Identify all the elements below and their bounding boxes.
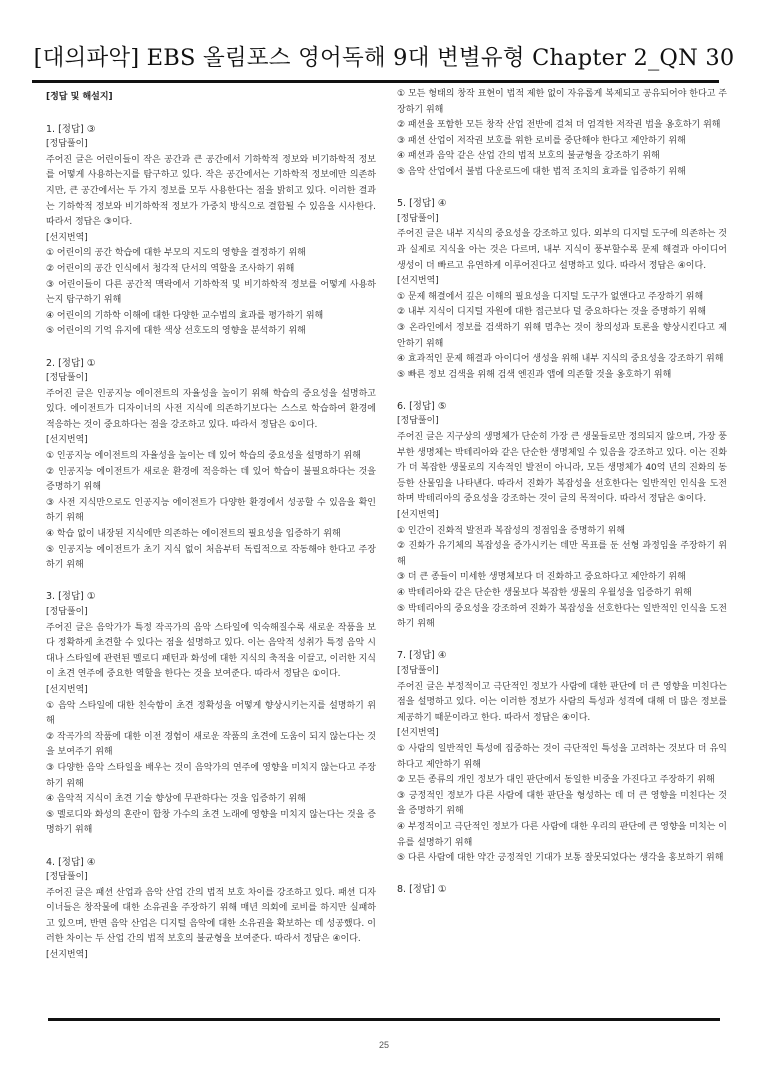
explanation-label: [정답풀이]	[397, 416, 439, 427]
option-3: ③ 더 큰 종들이 미세한 생명체보다 더 진화하고 중요하다고 제안하기 위해	[397, 572, 686, 583]
option-5: ⑤ 음악 산업에서 불법 다운로드에 대한 법적 조치의 효과를 입증하기 위해	[397, 166, 686, 177]
explanation-text: 주어진 글은 인공지능 에이전트의 자율성을 높이기 위해 학습의 중요성을 설명하고 있다. 에이전트가 디자이너의 사전 지식에 의존하기보다는 스스로 학습하여 환경에 적응하는 것이 중요하다는 점을 강조하고 있다. 따라서 정답은 ①이다.	[46, 388, 376, 430]
translation-label: [선지번역]	[397, 276, 439, 287]
answer-label: 8. [정답] ①	[397, 884, 447, 896]
question-4	[46, 855, 376, 964]
right-column	[397, 87, 727, 913]
option-4: ④ 패션과 음악 같은 산업 간의 법적 보호의 불균형을 강조하기 위해	[397, 151, 660, 162]
explanation-text: 주어진 글은 음악가가 특정 작곡가의 음악 스타일에 익숙해질수록 새로운 작품을 보다 정확하게 초견할 수 있다는 점을 설명하고 있다. 이는 음악적 성취가 특정 음악 시대나 스타일에 관련된 멜로디 패턴과 화성에 대한 지식의 축적을 이끌고, 이러한 지식이 초견 연주에 중요한 역할을 한다는 것을 보여준다. 따라서 정답은 ①이다.	[46, 622, 376, 680]
option-3: ③ 어린이들이 다른 공간적 맥락에서 기하학적 및 비기하학적 정보를 어떻게 사용하는지 탐구하기 위해	[46, 279, 376, 306]
option-2: ② 작곡가의 작품에 대한 이전 경험이 새로운 작품의 초견에 도움이 되지 않는다는 것을 보여주기 위해	[46, 731, 376, 758]
option-1: ① 음악 스타일에 대한 친숙함이 초견 정확성을 어떻게 향상시키는지를 설명하기 위해	[46, 700, 376, 727]
option-3: ③ 온라인에서 정보를 검색하기 위해 멈추는 것이 창의성과 토론을 향상시킨다고 제안하기 위해	[397, 322, 727, 349]
explanation-label: [정답풀이]	[397, 665, 439, 676]
question-7	[397, 648, 727, 866]
option-5: ⑤ 어린이의 기억 유지에 대한 색상 선호도의 영향을 분석하기 위해	[46, 326, 306, 337]
option-2: ② 내부 지식이 디지털 자원에 대한 접근보다 덜 중요하다는 것을 증명하기 위해	[397, 307, 707, 318]
option-4: ④ 어린이의 기하학 이해에 대한 다양한 교수법의 효과를 평가하기 위해	[46, 310, 324, 321]
question-3	[46, 589, 376, 839]
header-rule	[32, 80, 719, 83]
option-4: ④ 학습 없이 내장된 지식에만 의존하는 에이전트의 필요성을 입증하기 위해	[46, 529, 341, 540]
option-1: ① 모든 형태의 창작 표현이 법적 제한 없이 자유롭게 복제되고 공유되어야 한다고 주장하기 위해	[397, 89, 727, 115]
option-5: ⑤ 인공지능 에이전트가 초기 지식 없이 처음부터 독립적으로 작동해야 한다고 주장하기 위해	[46, 544, 376, 571]
answer-label: 2. [정답] ①	[46, 357, 96, 369]
explanation-label: [정답풀이]	[46, 373, 88, 384]
footer-rule	[48, 1018, 720, 1021]
page-title: [대의파악] EBS 올림포스 영어독해 9대 변별유형 Chapter 2_QN 30	[33, 45, 735, 71]
option-3: ③ 사전 지식만으로도 인공지능 에이전트가 다양한 환경에서 성공할 수 있음을 확인하기 위해	[46, 497, 376, 524]
translation-label: [선지번역]	[46, 950, 88, 961]
option-5: ⑤ 멜로디와 화성의 혼란이 합창 가수의 초견 노래에 영향을 미치지 않는다는 것을 증명하기 위해	[46, 809, 376, 836]
explanation-text: 주어진 글은 어린이들이 작은 공간과 큰 공간에서 기하학적 정보와 비기하학적 정보를 어떻게 사용하는지를 탐구하고 있다. 작은 공간에서는 기하학적 정보에만 의존하지만, 큰 공간에서는 두 가지 정보를 모두 사용한다는 점을 밝히고 있다. 이러한 결과는 기하학적 정보와 비기하학적 정보가 가중치 방식으로 결합될 수 있음을 시사한다. 따라서 정답은 ③이다.	[46, 154, 376, 228]
option-1: ① 사람의 일반적인 특성에 집중하는 것이 극단적인 특성을 고려하는 것보다 더 유익하다고 제안하기 위해	[397, 743, 727, 770]
explanation-label: [정답풀이]	[397, 213, 439, 224]
option-2: ② 모든 종류의 개인 정보가 대인 판단에서 동일한 비중을 가진다고 주장하기 위해	[397, 775, 715, 786]
answer-label: 3. [정답] ①	[46, 591, 96, 603]
answer-label: 6. [정답] ⑤	[397, 400, 447, 412]
option-2: ② 인공지능 에이전트가 새로운 환경에 적응하는 데 있어 학습이 불필요하다는 것을 증명하기 위해	[46, 466, 376, 493]
option-3: ③ 다양한 음악 스타일을 배우는 것이 음악가의 연주에 영향을 미치지 않는다고 주장하기 위해	[46, 762, 376, 789]
option-5: ⑤ 박테리아의 중요성을 강조하여 진화가 복잡성을 선호한다는 일반적인 인식을 도전하기 위해	[397, 603, 727, 630]
question-1	[46, 122, 376, 340]
explanation-text: 주어진 글은 지구상의 생명체가 단순히 가장 큰 생물들로만 정의되지 않으며, 가장 풍부한 생명체는 박테리아와 같은 단순한 생명체일 수 있음을 강조하고 있다. 이는 진화가 더 복잡한 생물로의 지속적인 발전이 아니라, 모든 생명체가 40억 년의 진화의 동등한 산물임을 나타낸다. 따라서 진화가 복잡성을 선호한다는 일반적인 인식을 도전하며 박테리아의 중요성을 강조하는 것이 글의 목적이다. 따라서 정답은 ⑤이다.	[397, 432, 727, 505]
question-4-continued	[397, 87, 727, 181]
option-3: ③ 긍정적인 정보가 다른 사람에 대한 판단을 형성하는 데 더 큰 영향을 미친다는 것을 증명하기 위해	[397, 790, 727, 817]
explanation-text: 주어진 글은 내부 지식의 중요성을 강조하고 있다. 외부의 디지털 도구에 의존하는 것과 실제로 지식을 아는 것은 다르며, 내부 지식이 풍부할수록 문제 해결과 아이디어 생성이 더 빠르고 유연하게 이루어진다고 설명하고 있다. 따라서 정답은 ④이다.	[397, 229, 727, 271]
option-4: ④ 효과적인 문제 해결과 아이디어 생성을 위해 내부 지식의 중요성을 강조하기 위해	[397, 354, 724, 365]
section-heading: [정답 및 해설지]	[46, 92, 113, 102]
question-5	[397, 196, 727, 383]
answer-label: 7. [정답] ④	[397, 650, 447, 662]
option-1: ① 인간이 진화적 발전과 복잡성의 정점임을 증명하기 위해	[397, 525, 626, 536]
option-1: ① 문제 해결에서 깊은 이해의 필요성을 디지털 도구가 없앤다고 주장하기 위해	[397, 291, 704, 302]
translation-label: [선지번역]	[46, 232, 88, 243]
explanation-text: 주어진 글은 부정적이고 극단적인 정보가 사람에 대한 판단에 더 큰 영향을 미친다는 점을 설명하고 있다. 이는 이러한 정보가 사람의 특성과 성격에 대해 더 많은 정보를 제공하기 때문이라고 한다. 따라서 정답은 ④이다.	[397, 681, 727, 723]
answer-label: 1. [정답] ③	[46, 123, 96, 135]
option-2: ② 어린이의 공간 인식에서 청각적 단서의 역할을 조사하기 위해	[46, 263, 295, 274]
option-1: ① 인공지능 에이전트의 자율성을 높이는 데 있어 학습의 중요성을 설명하기 위해	[46, 451, 361, 462]
option-3: ③ 패션 산업이 저작권 보호를 위한 로비를 중단해야 한다고 제안하기 위해	[397, 135, 686, 146]
explanation-label: [정답풀이]	[46, 607, 88, 617]
left-column	[46, 90, 376, 979]
question-8	[397, 882, 727, 898]
translation-label: [선지번역]	[46, 435, 88, 446]
page-number: 25	[378, 1040, 389, 1050]
option-5: ⑤ 빠른 정보 검색을 위해 검색 엔진과 앱에 의존할 것을 옹호하기 위해	[397, 369, 672, 380]
option-4: ④ 음악적 지식이 초견 기술 향상에 무관하다는 것을 입증하기 위해	[46, 794, 306, 805]
explanation-text: 주어진 글은 패션 산업과 음악 산업 간의 법적 보호 차이를 강조하고 있다. 패션 디자이너들은 창작물에 대한 소유권을 주장하기 위해 매년 의회에 로비를 하지만 실패하고 있으며, 반면 음악 산업은 디지털 음악에 대한 소유권을 확보하는 데 성공했다. 이러한 차이는 두 산업 간의 법적 보호의 불균형을 보여준다. 따라서 정답은 ④이다.	[46, 887, 376, 945]
answer-label: 4. [정답] ④	[46, 856, 96, 868]
question-2	[46, 356, 376, 574]
translation-label: [선지번역]	[397, 510, 439, 521]
explanation-label: [정답풀이]	[46, 872, 88, 883]
option-1: ① 어린이의 공간 학습에 대한 부모의 지도의 영향을 결정하기 위해	[46, 248, 306, 259]
option-2: ② 진화가 유기체의 복잡성을 증가시키는 데만 목표를 둔 선형 과정임을 주장하기 위해	[397, 541, 727, 567]
option-5: ⑤ 다른 사람에 대한 약간 긍정적인 기대가 보통 잘못되었다는 생각을 홍보하기 위해	[397, 853, 724, 864]
answer-label: 5. [정답] ④	[397, 198, 447, 210]
option-2: ② 패션을 포함한 모든 창작 산업 전반에 걸쳐 더 엄격한 저작권 법을 옹호하기 위해	[397, 120, 721, 131]
option-4: ④ 부정적이고 극단적인 정보가 다른 사람에 대한 우리의 판단에 큰 영향을 미치는 이유를 설명하기 위해	[397, 821, 727, 848]
explanation-label: [정답풀이]	[46, 139, 88, 150]
question-6	[397, 399, 727, 633]
option-4: ④ 박테리아와 같은 단순한 생물보다 복잡한 생물의 우월성을 입증하기 위해	[397, 588, 692, 598]
translation-label: [선지번역]	[46, 684, 88, 695]
translation-label: [선지번역]	[397, 728, 439, 739]
